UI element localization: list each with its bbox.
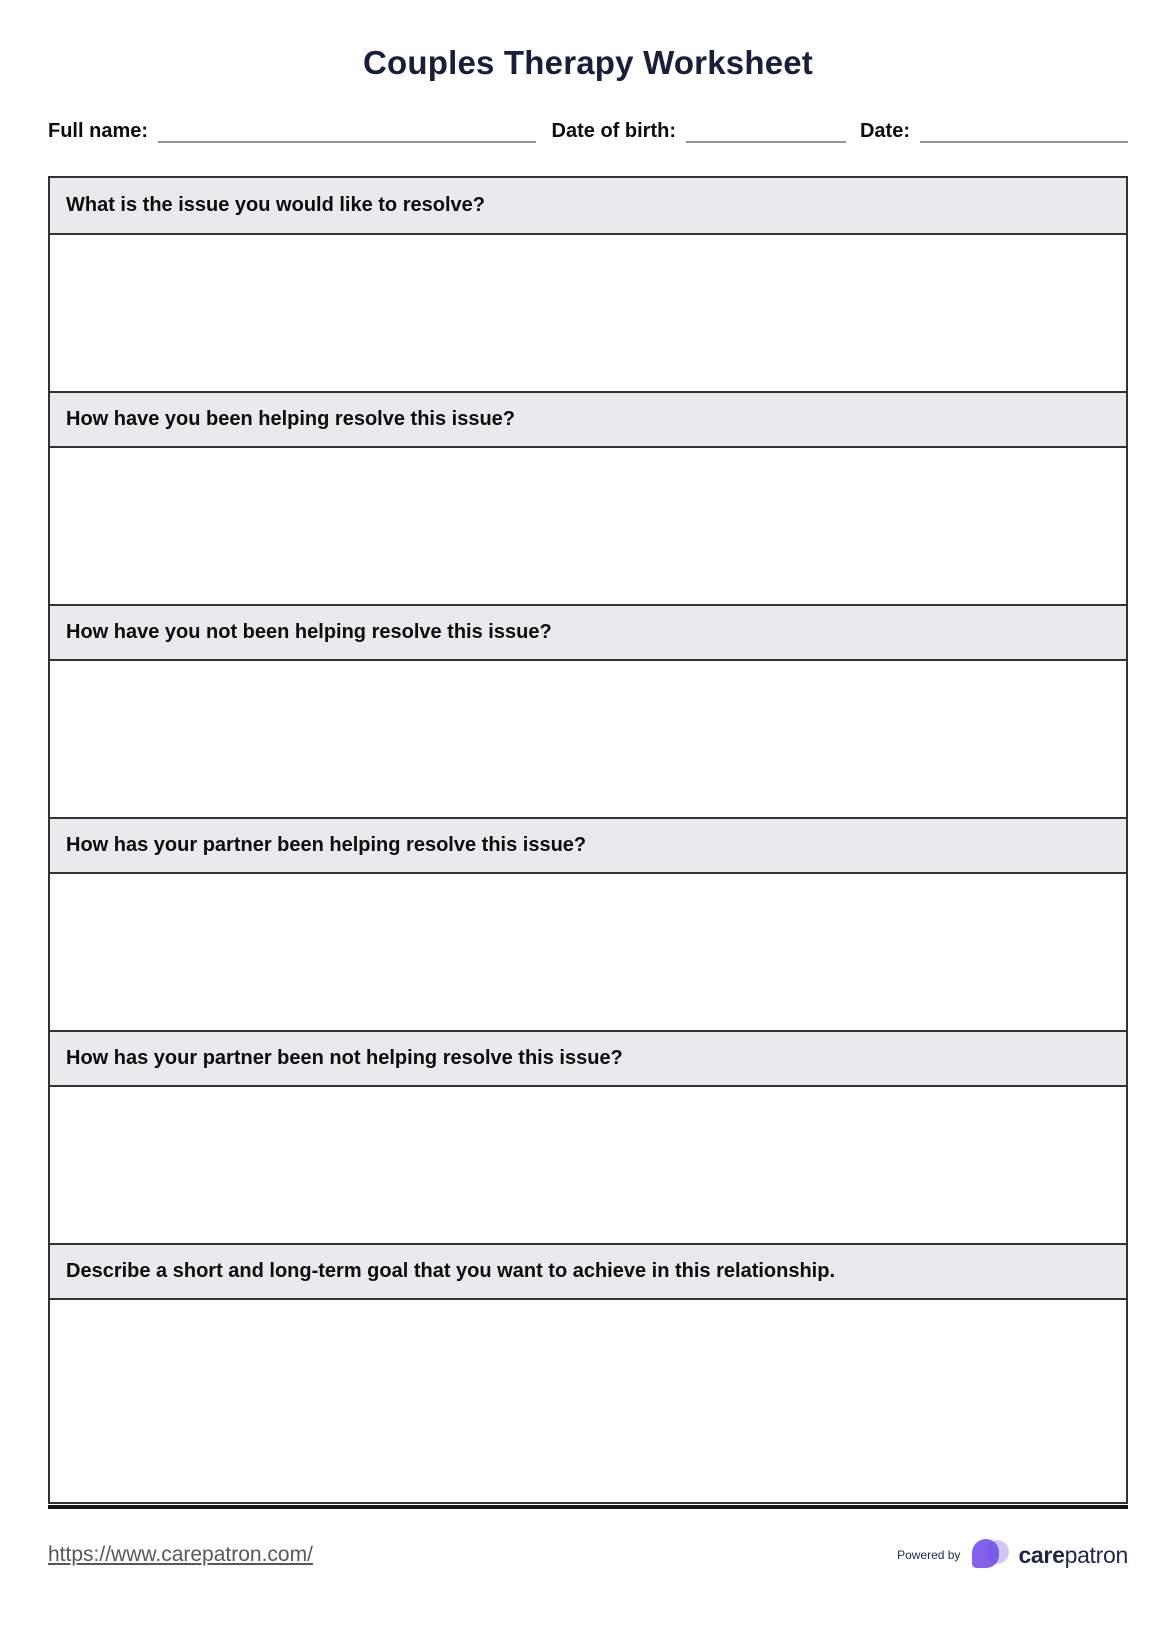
date-of-birth-input[interactable] <box>686 120 846 143</box>
full-name-label: Full name: <box>48 120 149 142</box>
full-name-input[interactable] <box>158 120 536 143</box>
date-input[interactable] <box>920 120 1128 143</box>
carepatron-brand <box>897 1538 1128 1572</box>
answer-area-partner-not-helping[interactable] <box>50 1085 1126 1243</box>
patient-info-row <box>48 120 1128 143</box>
question-text: What is the issue you would like to resolve? <box>66 194 485 216</box>
answer-area-self-helping[interactable] <box>50 446 1126 604</box>
answer-area-partner-helping[interactable] <box>50 872 1126 1030</box>
question-header <box>50 817 1126 872</box>
website-link[interactable]: https://www.carepatron.com/ <box>48 1543 313 1566</box>
page-title: Couples Therapy Worksheet <box>362 44 813 81</box>
carepatron-logo-icon <box>970 1538 1010 1572</box>
question-header <box>50 178 1126 233</box>
page-footer <box>48 1538 1128 1572</box>
page-bottom-rule <box>48 1505 1128 1509</box>
answer-area-issue[interactable] <box>50 233 1126 391</box>
question-header <box>50 604 1126 659</box>
section-issue <box>50 178 1126 391</box>
question-sections <box>48 176 1128 1504</box>
powered-by-label: Powered by <box>897 1548 961 1562</box>
carepatron-wordmark <box>1018 1542 1128 1569</box>
date-of-birth-label: Date of birth: <box>551 120 676 142</box>
date-label: Date: <box>859 120 910 142</box>
answer-area-goals[interactable] <box>50 1298 1126 1502</box>
question-text: How has your partner been helping resolve this issue? <box>66 834 587 856</box>
section-goals <box>50 1243 1126 1502</box>
question-header <box>50 391 1126 446</box>
question-text: Describe a short and long-term goal that you want to achieve in this relationship. <box>66 1260 836 1282</box>
question-header <box>50 1243 1126 1298</box>
wordmark-care: care <box>1018 1541 1065 1568</box>
section-partner-helping <box>50 817 1126 1030</box>
answer-area-self-not-helping[interactable] <box>50 659 1126 817</box>
section-partner-not-helping <box>50 1030 1126 1243</box>
wordmark-patron: patron <box>1064 1541 1128 1568</box>
section-self-helping <box>50 391 1126 604</box>
section-self-not-helping <box>50 604 1126 817</box>
question-header <box>50 1030 1126 1085</box>
question-text: How have you been helping resolve this issue? <box>66 408 516 430</box>
question-text: How has your partner been not helping resolve this issue? <box>66 1047 623 1069</box>
question-text: How have you not been helping resolve this issue? <box>66 621 552 643</box>
